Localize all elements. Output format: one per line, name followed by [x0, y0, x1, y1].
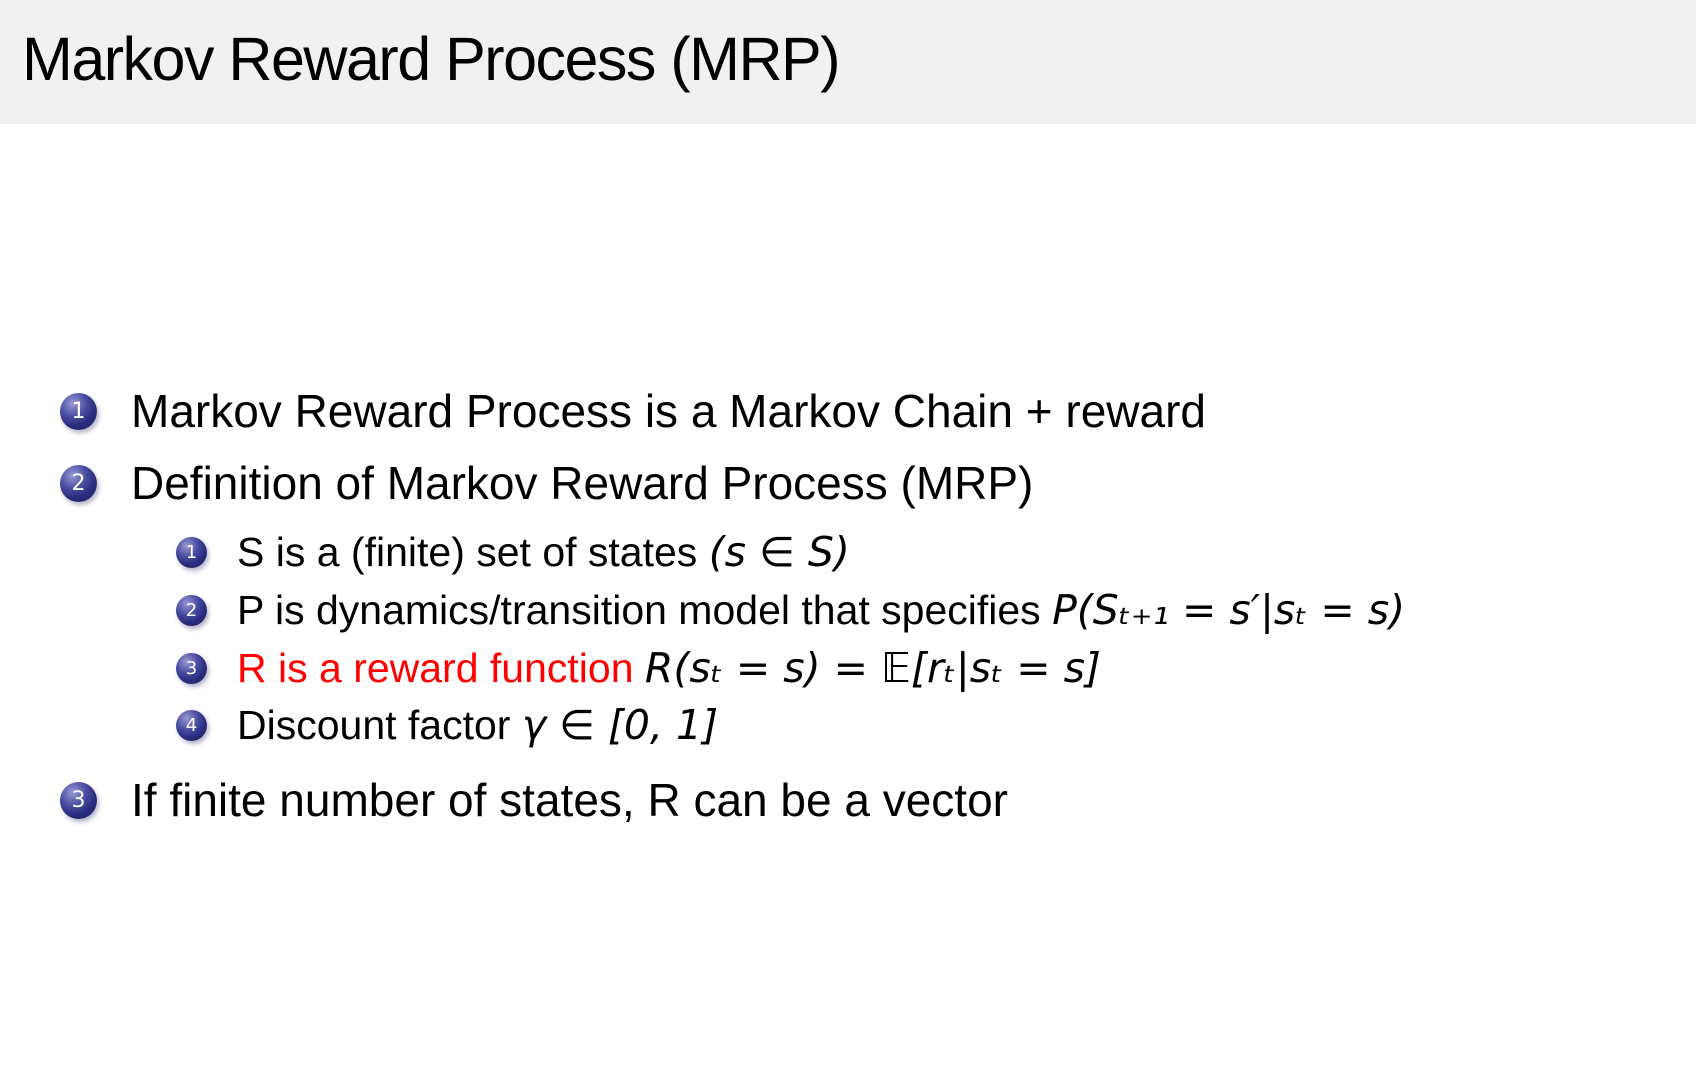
- list-item: [60, 384, 1206, 438]
- enumerate-ball-3: 3: [60, 782, 97, 819]
- list-item: [60, 456, 1033, 510]
- enumerate-ball-1: 1: [60, 393, 97, 430]
- sub-list-item: [176, 644, 1101, 692]
- slide-title: Markov Reward Process (MRP): [22, 25, 840, 93]
- enumerate-ball-2: 2: [60, 465, 97, 502]
- sub-list-item: [176, 528, 850, 576]
- sub-list-item: [176, 586, 1405, 634]
- sub-item-math: γ ∈ [0, 1]: [521, 701, 719, 749]
- list-item-text: Markov Reward Process is a Markov Chain + reward: [131, 385, 1206, 437]
- enumerate-ball-sub-3: 3: [176, 653, 207, 684]
- sub-item-text: Discount factor: [237, 701, 522, 748]
- list-item-text: If finite number of states, R can be a vector: [131, 774, 1008, 826]
- slide-title-bar: [0, 0, 1696, 124]
- sub-item-text-highlighted: R is a reward function: [237, 644, 645, 691]
- list-item: [60, 773, 1008, 827]
- sub-item-math: P(Sₜ₊₁ = s′|sₜ = s): [1052, 586, 1406, 634]
- enumerate-ball-sub-2: 2: [176, 595, 207, 626]
- enumerate-ball-sub-4: 4: [176, 710, 207, 741]
- sub-item-text: P is dynamics/transition model that specifies: [237, 586, 1053, 633]
- sub-item-math: R(sₜ = s) = 𝔼[rₜ|sₜ = s]: [644, 644, 1101, 692]
- list-item-text: Definition of Markov Reward Process (MRP): [131, 457, 1034, 509]
- sub-item-math: (s ∈ S): [708, 528, 850, 576]
- sub-list-item: [176, 701, 718, 749]
- sub-item-text: S is a (finite) set of states: [237, 528, 709, 575]
- enumerate-ball-sub-1: 1: [176, 537, 207, 568]
